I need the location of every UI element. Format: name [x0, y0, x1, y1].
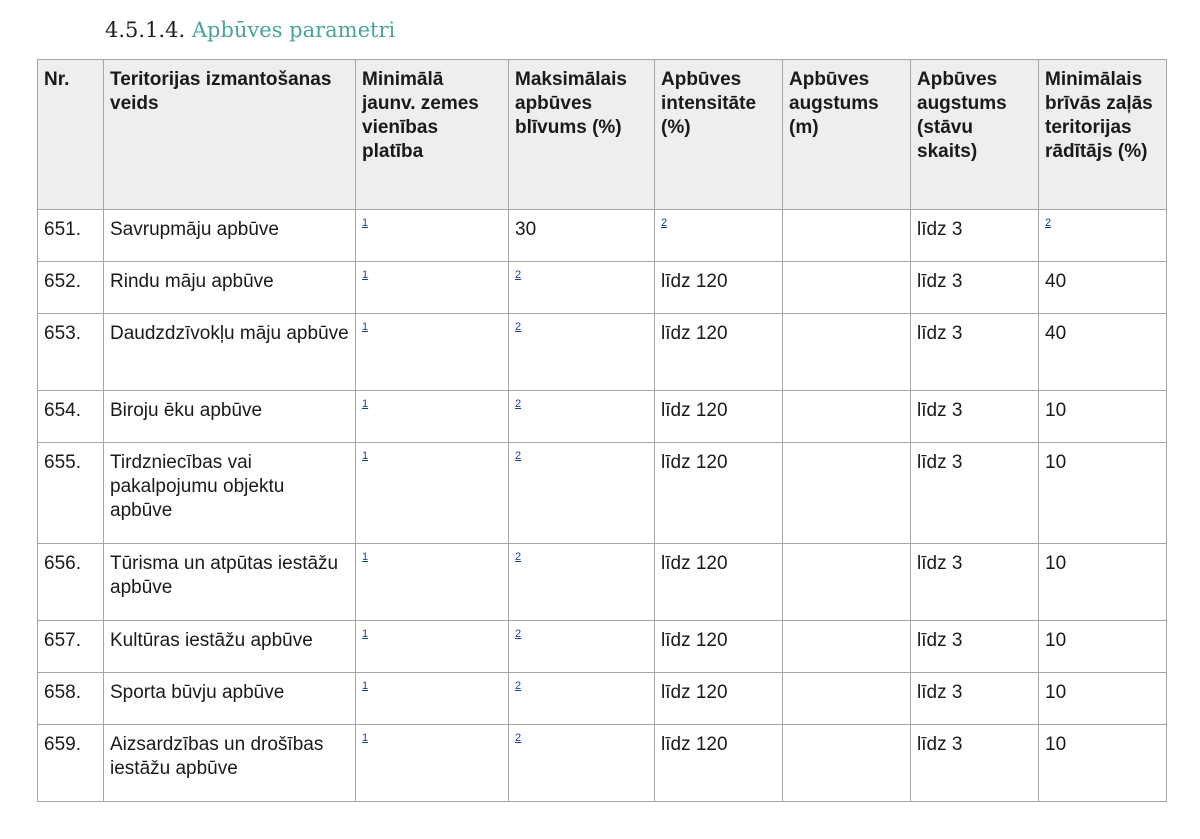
row-number	[38, 725, 104, 802]
floors	[911, 443, 1039, 544]
height-m	[783, 725, 911, 802]
intensity	[655, 210, 783, 262]
territory-use	[104, 673, 356, 725]
min-area	[356, 262, 509, 314]
floors-value: līdz 3	[917, 630, 963, 651]
header-min-area: Minimālā jaunv. zemes vienības platība	[356, 60, 509, 210]
intensity	[655, 391, 783, 443]
min-area	[356, 314, 509, 391]
green-area-value: 10	[1045, 734, 1067, 755]
max-density	[509, 443, 655, 544]
territory-use-value: Sporta būvju apbūve	[110, 682, 285, 703]
header-floors: Apbūves augstums (stāvu skaits)	[911, 60, 1039, 210]
header-nr: Nr.	[38, 60, 104, 210]
min-area-footnote-link[interactable]: 1	[362, 321, 369, 333]
height-m	[783, 262, 911, 314]
floors-value: līdz 3	[917, 400, 963, 421]
header-height-m: Apbūves augstums (m)	[783, 60, 911, 210]
min-area	[356, 544, 509, 621]
green-area	[1039, 262, 1167, 314]
row-number-value: 654.	[44, 400, 81, 421]
green-area	[1039, 544, 1167, 621]
min-area-footnote-link[interactable]: 1	[362, 732, 369, 744]
floors-value: līdz 3	[917, 734, 963, 755]
max-density	[509, 391, 655, 443]
row-number-value: 657.	[44, 630, 81, 651]
max-density	[509, 262, 655, 314]
row-number-value: 659.	[44, 734, 81, 755]
header-intensity: Apbūves intensitāte (%)	[655, 60, 783, 210]
row-number-value: 656.	[44, 553, 81, 574]
green-area	[1039, 725, 1167, 802]
section-title: Apbūves parametri	[191, 18, 396, 42]
floors	[911, 673, 1039, 725]
territory-use-value: Tūrisma un atpūtas iestāžu apbūve	[110, 553, 339, 598]
max-density-footnote-link[interactable]: 2	[515, 680, 522, 692]
floors	[911, 314, 1039, 391]
row-number-value: 652.	[44, 271, 81, 292]
table-row	[38, 210, 1167, 262]
green-area	[1039, 443, 1167, 544]
intensity	[655, 673, 783, 725]
header-max-density: Maksimālais apbūves blīvums (%)	[509, 60, 655, 210]
min-area	[356, 673, 509, 725]
green-area-value: 10	[1045, 630, 1067, 651]
table-header-row	[38, 60, 1167, 210]
green-area-value: 10	[1045, 553, 1067, 574]
territory-use	[104, 544, 356, 621]
intensity	[655, 443, 783, 544]
intensity-value: līdz 120	[661, 682, 728, 703]
intensity	[655, 621, 783, 673]
territory-use-value: Biroju ēku apbūve	[110, 400, 263, 421]
territory-use	[104, 621, 356, 673]
header-green-area: Minimālais brīvās zaļās teritorijas rādītājs (%)	[1039, 60, 1167, 210]
intensity-footnote-link[interactable]: 2	[661, 217, 668, 229]
min-area-footnote-link[interactable]: 1	[362, 551, 369, 563]
intensity-value: līdz 120	[661, 452, 728, 473]
min-area	[356, 621, 509, 673]
territory-use-value: Tirdzniecības vai pakalpojumu objektu apbūve	[110, 452, 285, 521]
max-density-footnote-link[interactable]: 2	[515, 398, 522, 410]
row-number-value: 655.	[44, 452, 81, 473]
row-number-value: 651.	[44, 219, 81, 240]
min-area-footnote-link[interactable]: 1	[362, 628, 369, 640]
green-area-value: 40	[1045, 271, 1067, 292]
territory-use	[104, 210, 356, 262]
building-parameters-table	[37, 59, 1167, 802]
territory-use	[104, 391, 356, 443]
min-area	[356, 210, 509, 262]
max-density-footnote-link[interactable]: 2	[515, 321, 522, 333]
green-area-value: 10	[1045, 682, 1067, 703]
floors	[911, 391, 1039, 443]
intensity	[655, 262, 783, 314]
territory-use	[104, 725, 356, 802]
max-density	[509, 544, 655, 621]
max-density-footnote-link[interactable]: 2	[515, 450, 522, 462]
max-density-footnote-link[interactable]: 2	[515, 551, 522, 563]
row-number	[38, 262, 104, 314]
max-density	[509, 725, 655, 802]
height-m	[783, 210, 911, 262]
intensity	[655, 544, 783, 621]
table-row	[38, 673, 1167, 725]
intensity	[655, 725, 783, 802]
territory-use-value: Kultūras iestāžu apbūve	[110, 630, 313, 651]
section-number: 4.5.1.4.	[105, 18, 186, 42]
green-area	[1039, 210, 1167, 262]
height-m	[783, 443, 911, 544]
intensity-value: līdz 120	[661, 271, 728, 292]
table-row	[38, 544, 1167, 621]
max-density-footnote-link[interactable]: 2	[515, 269, 522, 281]
min-area	[356, 443, 509, 544]
min-area-footnote-link[interactable]: 1	[362, 398, 369, 410]
intensity-value: līdz 120	[661, 400, 728, 421]
table-row	[38, 262, 1167, 314]
min-area-footnote-link[interactable]: 1	[362, 450, 369, 462]
height-m	[783, 391, 911, 443]
height-m	[783, 544, 911, 621]
table-row	[38, 443, 1167, 544]
territory-use-value: Savrupmāju apbūve	[110, 219, 279, 240]
floors	[911, 621, 1039, 673]
min-area	[356, 725, 509, 802]
row-number-value: 658.	[44, 682, 81, 703]
min-area-footnote-link[interactable]: 1	[362, 217, 369, 229]
height-m	[783, 621, 911, 673]
green-area-value: 40	[1045, 323, 1067, 344]
floors-value: līdz 3	[917, 271, 963, 292]
green-area	[1039, 621, 1167, 673]
row-number	[38, 621, 104, 673]
floors	[911, 262, 1039, 314]
min-area-footnote-link[interactable]: 1	[362, 680, 369, 692]
height-m	[783, 314, 911, 391]
green-area	[1039, 314, 1167, 391]
floors	[911, 544, 1039, 621]
intensity	[655, 314, 783, 391]
max-density	[509, 673, 655, 725]
header-territory-use: Teritorijas izmantošanas veids	[104, 60, 356, 210]
green-area	[1039, 391, 1167, 443]
floors	[911, 210, 1039, 262]
table-row	[38, 391, 1167, 443]
row-number	[38, 544, 104, 621]
territory-use	[104, 314, 356, 391]
row-number	[38, 443, 104, 544]
row-number	[38, 314, 104, 391]
territory-use-value: Daudzdzīvokļu māju apbūve	[110, 323, 349, 344]
max-density-footnote-link[interactable]: 2	[515, 732, 522, 744]
green-area-value: 10	[1045, 452, 1067, 473]
row-number	[38, 673, 104, 725]
height-m	[783, 673, 911, 725]
intensity-value: līdz 120	[661, 630, 728, 651]
floors-value: līdz 3	[917, 682, 963, 703]
max-density	[509, 621, 655, 673]
floors-value: līdz 3	[917, 553, 963, 574]
table-row	[38, 314, 1167, 391]
table-row	[38, 725, 1167, 802]
territory-use-value: Aizsardzības un drošības iestāžu apbūve	[110, 734, 324, 779]
green-area	[1039, 673, 1167, 725]
intensity-value: līdz 120	[661, 553, 728, 574]
territory-use	[104, 262, 356, 314]
section-heading	[105, 16, 395, 44]
max-density-value: 30	[515, 219, 537, 240]
intensity-value: līdz 120	[661, 323, 728, 344]
green-area-footnote-link[interactable]: 2	[1045, 217, 1052, 229]
floors-value: līdz 3	[917, 323, 963, 344]
row-number-value: 653.	[44, 323, 81, 344]
floors	[911, 725, 1039, 802]
floors-value: līdz 3	[917, 219, 963, 240]
min-area	[356, 391, 509, 443]
green-area-value: 10	[1045, 400, 1067, 421]
max-density	[509, 314, 655, 391]
territory-use-value: Rindu māju apbūve	[110, 271, 274, 292]
table-body	[38, 210, 1167, 802]
max-density-footnote-link[interactable]: 2	[515, 628, 522, 640]
max-density	[509, 210, 655, 262]
intensity-value: līdz 120	[661, 734, 728, 755]
table-row	[38, 621, 1167, 673]
territory-use	[104, 443, 356, 544]
row-number	[38, 210, 104, 262]
min-area-footnote-link[interactable]: 1	[362, 269, 369, 281]
row-number	[38, 391, 104, 443]
floors-value: līdz 3	[917, 452, 963, 473]
